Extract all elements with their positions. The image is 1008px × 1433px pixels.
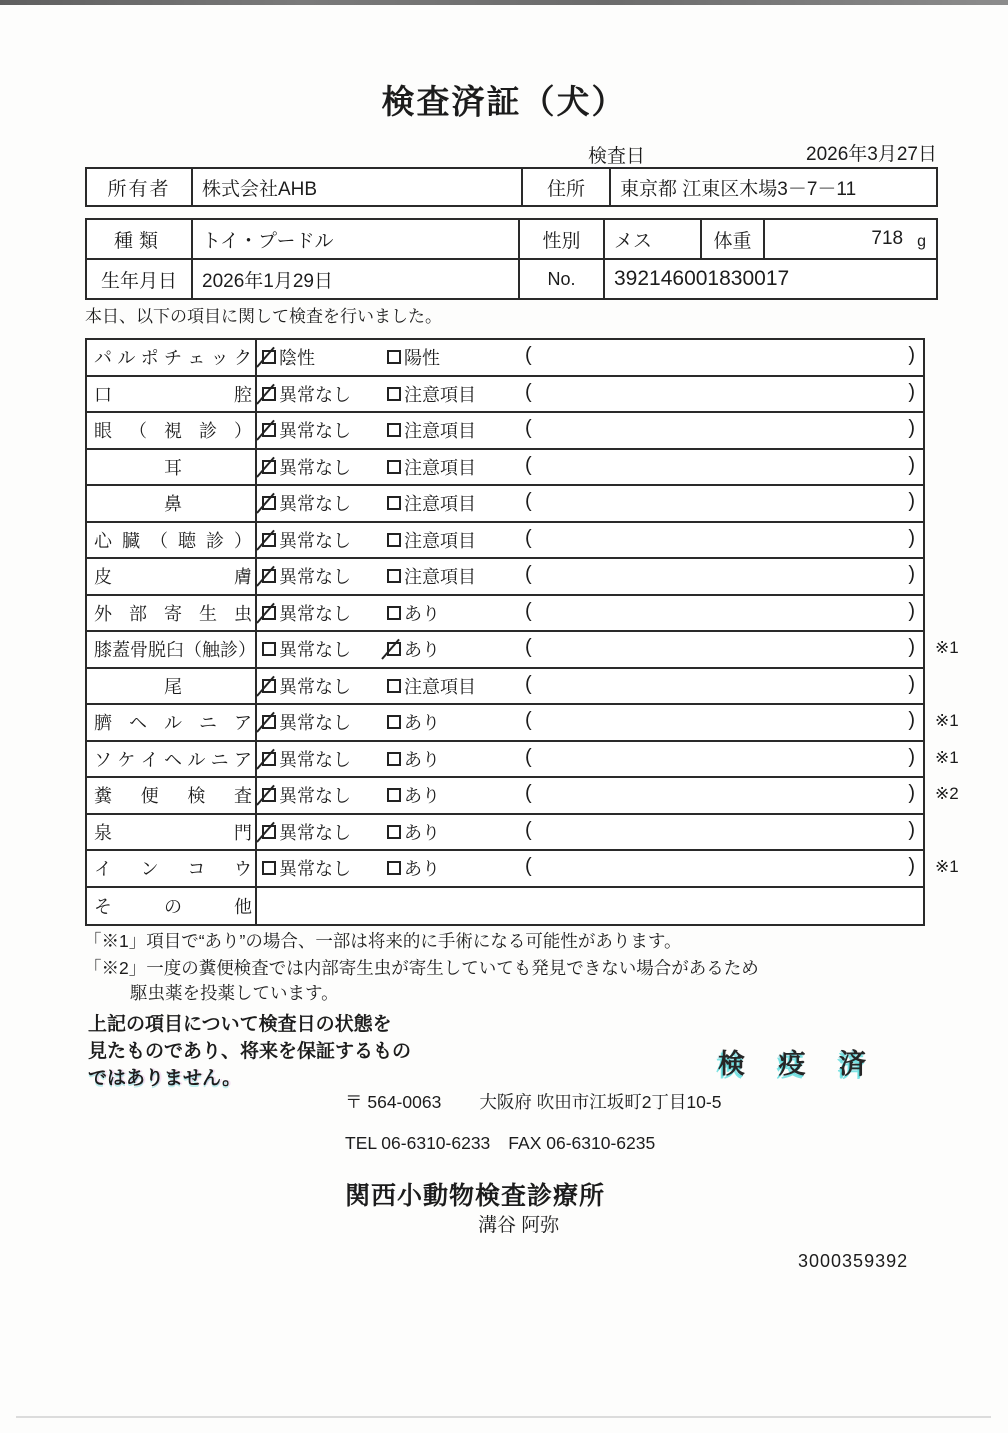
footnote-marker: ※1 [935, 747, 959, 767]
exam-item-label: パ ル ポ チ ェ ッ ク [87, 340, 257, 375]
result-option-2 [387, 705, 440, 740]
check-slash-icon [256, 675, 275, 696]
checkbox-icon [387, 642, 401, 656]
option-label: 異常なし [279, 713, 351, 734]
checklist-row [87, 377, 923, 414]
exam-item-label: 鼻 [87, 486, 257, 521]
paren-open-icon: ( [525, 344, 532, 366]
exam-item-result [257, 815, 923, 850]
checklist-row [87, 669, 923, 706]
exam-item-label: 泉 門 [87, 815, 257, 850]
option-label: あり [404, 713, 440, 734]
breed-value: トイ・プードル [193, 220, 520, 258]
scan-artifact-top [0, 0, 1008, 5]
checkbox-icon [262, 642, 276, 656]
checkbox-icon [387, 715, 401, 729]
serial-number: 3000359392 [798, 1251, 909, 1271]
option-label: 注意項目 [404, 530, 476, 551]
check-slash-icon [256, 529, 275, 550]
result-option-1 [262, 632, 351, 667]
paren-close-icon: ) [908, 709, 915, 731]
exam-item-label: 口 腔 [87, 377, 257, 412]
paren-close-icon: ) [908, 818, 915, 841]
exam-item-label: 心 臓 （ 聴 診 ） [87, 523, 257, 558]
address-label: 住所 [523, 169, 611, 205]
result-option-2 [387, 377, 476, 412]
result-option-1 [262, 559, 351, 594]
clinic-tel: TEL 06-6310-6233 [345, 1133, 491, 1153]
checklist-row [87, 851, 959, 888]
paren-close-icon: ) [908, 344, 915, 366]
owner-table [85, 167, 938, 207]
birth-label: 生年月日 [87, 260, 193, 298]
checklist-table [85, 338, 959, 926]
checkbox-icon [387, 606, 401, 620]
option-label: 注意項目 [404, 676, 476, 697]
option-label: あり [404, 822, 440, 843]
paren-close-icon: ) [908, 490, 915, 512]
footnote-2-cont: 駆虫薬を投薬しています。 [130, 983, 339, 1003]
disclaimer [88, 1011, 411, 1092]
option-label: 異常なし [279, 421, 351, 442]
result-option-1 [262, 377, 351, 412]
clinic-address-line [345, 1089, 721, 1114]
check-slash-icon [256, 566, 275, 587]
paren-open-icon: ( [525, 490, 532, 512]
paren-close-icon: ) [908, 636, 915, 658]
exam-item-label: イ ン コ ウ [87, 851, 257, 886]
exam-item-label: 尾 [87, 669, 257, 704]
option-label: 陽性 [404, 348, 440, 369]
result-option-2 [387, 486, 476, 521]
footnote-2: 「※2」一度の糞便検査では内部寄生虫が寄生していても発見できない場合があるため [84, 958, 759, 978]
clinic-address: 大阪府 吹田市江坂町2丁目10-5 [479, 1092, 722, 1112]
exam-item-result [257, 742, 923, 777]
result-option-2 [387, 742, 440, 777]
result-option-1 [262, 742, 351, 777]
checklist-row [87, 559, 923, 596]
no-label: No. [520, 260, 605, 298]
paren-open-icon: ( [525, 782, 532, 804]
exam-item-result [257, 888, 923, 925]
intro-text: 本日、以下の項目に関して検査を行いました。 [85, 307, 442, 326]
checkbox-icon [262, 387, 276, 401]
result-option-2 [387, 669, 476, 704]
option-label: 異常なし [279, 567, 351, 588]
exam-item-result [257, 778, 923, 813]
weight-value: 718 [871, 228, 904, 249]
inspection-date-value: 2026年3月27日 [806, 144, 937, 165]
disclaimer-line: 見たものであり、将来を保証するもの [88, 1041, 412, 1062]
checklist-row [87, 778, 959, 815]
no-value: 392146001830017 [614, 267, 790, 290]
exam-item-result [257, 450, 923, 485]
result-option-1 [262, 669, 351, 704]
option-label: 異常なし [279, 603, 351, 624]
clinic-name: 関西小動物検査診療所 [345, 1182, 606, 1210]
exam-item-result [257, 340, 923, 375]
checkbox-icon [387, 569, 401, 583]
paren-open-icon: ( [525, 855, 532, 877]
paren-open-icon: ( [525, 599, 532, 622]
option-label: 異常なし [279, 786, 351, 807]
result-option-1 [262, 851, 351, 886]
checkbox-icon [262, 423, 276, 437]
checklist-row [87, 596, 923, 633]
owner-value: 株式会社AHB [193, 169, 523, 205]
weight-unit: g [917, 233, 926, 250]
paren-close-icon: ) [908, 599, 915, 622]
paren-open-icon: ( [525, 636, 532, 658]
checklist-row [87, 742, 959, 779]
result-option-2 [387, 413, 476, 448]
result-option-2 [387, 815, 440, 850]
checkbox-icon [262, 496, 276, 510]
option-label: 注意項目 [404, 567, 476, 588]
checkbox-icon [262, 788, 276, 802]
option-label: あり [404, 786, 440, 807]
option-label: 陰性 [279, 348, 315, 369]
checkbox-icon [262, 825, 276, 839]
option-label: 注意項目 [404, 384, 476, 405]
check-slash-icon [256, 456, 275, 477]
paren-close-icon: ) [908, 453, 915, 476]
checkbox-icon [262, 606, 276, 620]
checklist-row [87, 632, 959, 669]
checkbox-icon [262, 715, 276, 729]
option-label: 異常なし [279, 494, 351, 515]
check-slash-icon [256, 347, 275, 368]
result-option-2 [387, 632, 440, 667]
check-slash-icon [256, 712, 275, 733]
paren-close-icon: ) [908, 782, 915, 804]
exam-item-result [257, 632, 923, 667]
checklist-row [87, 486, 923, 523]
checklist-row [87, 413, 923, 450]
footnote-1: 「※1」項目で“あり”の場合、一部は将来的に手術になる可能性があります。 [84, 931, 682, 951]
exam-item-label: 皮 膚 [87, 559, 257, 594]
exam-item-result [257, 596, 923, 631]
checkbox-icon [387, 387, 401, 401]
check-slash-icon [256, 420, 275, 441]
check-slash-icon [256, 602, 275, 623]
exam-item-label: 眼 （ 視 診 ） [87, 413, 257, 448]
result-option-2 [387, 559, 476, 594]
paren-open-icon: ( [525, 563, 532, 585]
result-option-2 [387, 596, 440, 631]
checkbox-icon [387, 825, 401, 839]
option-label: 異常なし [279, 457, 351, 478]
quarantine-stamp: 検 疫 済 [718, 1049, 880, 1079]
sex-label: 性別 [520, 220, 605, 258]
disclaimer-line: ではありません。 [88, 1068, 242, 1089]
check-slash-icon [256, 785, 275, 806]
paren-close-icon: ) [908, 417, 915, 439]
clinic-fax: FAX 06-6310-6235 [508, 1133, 656, 1153]
option-label: あり [404, 749, 440, 770]
result-option-2 [387, 778, 440, 813]
exam-item-label: 外 部 寄 生 虫 [87, 596, 257, 631]
paren-open-icon: ( [525, 818, 532, 841]
option-label: 異常なし [279, 384, 351, 405]
paren-close-icon: ) [908, 745, 915, 768]
checkbox-icon [387, 861, 401, 875]
checklist-row [87, 450, 923, 487]
veterinarian-name: 溝谷 阿弥 [478, 1215, 560, 1236]
result-option-1 [262, 705, 351, 740]
exam-item-result [257, 705, 923, 740]
option-label: 異常なし [279, 640, 351, 661]
checkbox-icon [387, 350, 401, 364]
check-slash-icon [256, 821, 275, 842]
checkbox-icon [387, 679, 401, 693]
page-title: 検査済証（犬） [381, 83, 627, 120]
option-label: 注意項目 [404, 457, 476, 478]
paren-open-icon: ( [525, 709, 532, 731]
checkbox-icon [262, 861, 276, 875]
paren-close-icon: ) [908, 563, 915, 585]
exam-item-result [257, 377, 923, 412]
result-option-2 [387, 450, 476, 485]
checklist-row [87, 888, 923, 925]
check-slash-icon [256, 748, 275, 769]
checklist-row [87, 705, 959, 742]
checklist-row [87, 815, 923, 852]
footnote-marker: ※2 [935, 784, 959, 803]
option-label: あり [404, 859, 440, 880]
result-option-2 [387, 851, 440, 886]
result-option-1 [262, 413, 351, 448]
disclaimer-line: 上記の項目について検査日の状態を [88, 1014, 392, 1035]
paren-open-icon: ( [525, 380, 532, 403]
checkbox-icon [262, 350, 276, 364]
checkbox-icon [387, 752, 401, 766]
sex-value: メス [605, 220, 702, 258]
paren-close-icon: ) [908, 672, 915, 695]
checkbox-icon [262, 569, 276, 583]
paren-close-icon: ) [908, 526, 915, 549]
clinic-postal: 〒 564-0063 [345, 1092, 442, 1112]
checkbox-icon [387, 788, 401, 802]
checklist-row [87, 340, 923, 377]
clinic-tel-line [345, 1133, 655, 1154]
checkbox-icon [387, 460, 401, 474]
checkbox-icon [262, 460, 276, 474]
checkbox-icon [262, 533, 276, 547]
address-value: 東京都 江東区木場3－7－11 [620, 178, 857, 200]
checklist-row [87, 523, 923, 560]
checkbox-icon [387, 533, 401, 547]
exam-item-result [257, 669, 923, 704]
exam-item-label: 膝蓋骨脱臼（触診） [87, 632, 257, 667]
weight-label: 体重 [702, 220, 765, 258]
check-slash-icon [381, 639, 400, 660]
owner-label: 所有者 [87, 169, 193, 205]
checkbox-icon [387, 496, 401, 510]
result-option-1 [262, 815, 351, 850]
exam-item-result [257, 413, 923, 448]
footnote-marker: ※1 [935, 857, 959, 876]
option-label: 注意項目 [404, 494, 476, 515]
exam-item-label: 耳 [87, 450, 257, 485]
result-option-2 [387, 523, 476, 558]
exam-item-result [257, 523, 923, 558]
option-label: 異常なし [279, 676, 351, 697]
option-label: あり [404, 640, 440, 661]
check-slash-icon [256, 383, 275, 404]
option-label: 異常なし [279, 530, 351, 551]
footnote-marker: ※1 [935, 638, 959, 657]
paren-close-icon: ) [908, 855, 915, 877]
paren-open-icon: ( [525, 526, 532, 549]
option-label: 注意項目 [404, 421, 476, 442]
result-option-1 [262, 340, 315, 375]
result-option-1 [262, 596, 351, 631]
exam-item-label: 糞 便 検 査 [87, 778, 257, 813]
check-slash-icon [256, 493, 275, 514]
exam-item-label: そ の 他 [87, 888, 257, 925]
option-label: 異常なし [279, 822, 351, 843]
result-option-2 [387, 340, 440, 375]
exam-item-label: 臍 ヘ ル ニ ア [87, 705, 257, 740]
option-label: 異常なし [279, 859, 351, 880]
result-option-1 [262, 450, 351, 485]
result-option-1 [262, 523, 351, 558]
option-label: あり [404, 603, 440, 624]
option-label: 異常なし [279, 749, 351, 770]
breed-label: 種類 [87, 220, 193, 258]
animal-table [85, 218, 938, 300]
checkbox-icon [387, 423, 401, 437]
result-option-1 [262, 778, 351, 813]
paren-open-icon: ( [525, 672, 532, 695]
paren-close-icon: ) [908, 380, 915, 403]
checkbox-icon [262, 679, 276, 693]
exam-item-result [257, 559, 923, 594]
footnote-marker: ※1 [935, 711, 959, 730]
result-option-1 [262, 486, 351, 521]
checkbox-icon [262, 752, 276, 766]
birth-value: 2026年1月29日 [193, 260, 520, 298]
exam-item-result [257, 486, 923, 521]
paren-open-icon: ( [525, 745, 532, 768]
paren-open-icon: ( [525, 453, 532, 476]
inspection-date-label: 検査日 [588, 146, 646, 167]
paren-open-icon: ( [525, 417, 532, 439]
scan-artifact-bottom [16, 1416, 991, 1418]
exam-item-result [257, 851, 923, 886]
exam-item-label: ソ ケ イ ヘ ル ニ ア [87, 742, 257, 777]
